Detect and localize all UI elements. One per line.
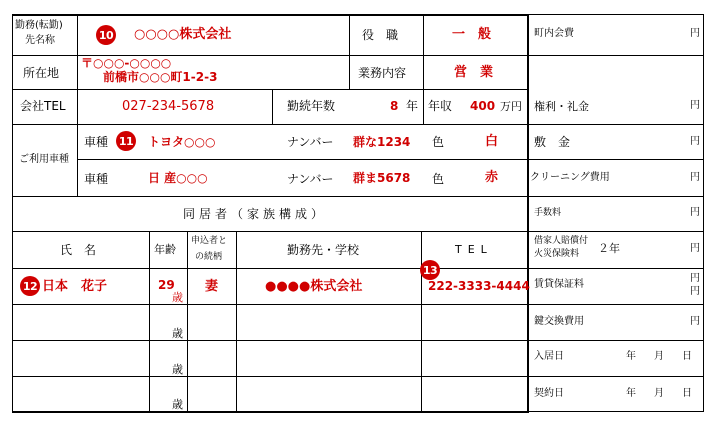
age-unit: 歳 — [172, 291, 183, 304]
car1-color-label: 色 — [432, 135, 445, 149]
car1-number-label: ナンバー — [287, 135, 334, 149]
fee-row-line — [529, 159, 704, 160]
fee-row-line — [529, 231, 704, 232]
guarantee-yen-1: 円 — [690, 273, 700, 284]
col-line — [77, 124, 78, 196]
years-unit: 年 — [406, 99, 419, 113]
age-unit: 歳 — [172, 363, 183, 376]
row-line — [12, 340, 528, 341]
col-line — [236, 231, 237, 412]
key-exchange-label: 鍵交換費用 — [534, 316, 584, 327]
business-label: 業務内容 — [358, 66, 407, 80]
position-label: 役 職 — [362, 28, 399, 42]
col-line — [272, 89, 273, 124]
contract-year: 年 — [626, 388, 636, 399]
row-line — [12, 124, 528, 125]
contract-month: 月 — [654, 388, 664, 399]
town-fee-yen: 円 — [690, 28, 700, 39]
key-exchange-yen: 円 — [690, 316, 700, 327]
col-line — [149, 231, 150, 412]
family-relation: 妻 — [205, 279, 219, 294]
guarantee-yen-2: 円 — [690, 286, 700, 297]
commission-label: 手数料 — [534, 208, 562, 218]
address-label: 所在地 — [23, 66, 60, 80]
fee-row-line — [529, 196, 704, 197]
fee-row-line — [529, 124, 704, 125]
row-line — [12, 376, 528, 377]
row-line — [12, 304, 528, 305]
fee-row-line — [529, 268, 704, 269]
family-age: 29 — [158, 278, 175, 292]
move-in-day: 日 — [682, 351, 692, 362]
form-border-right — [527, 14, 529, 413]
workplace-label-line2: 先名称 — [25, 35, 55, 46]
town-fee-label: 町内会費 — [534, 28, 574, 39]
row-line — [12, 231, 528, 232]
company-tel-label: 会社TEL — [20, 99, 66, 113]
col-line — [77, 14, 78, 89]
income-unit: 万円 — [500, 100, 522, 113]
car2-color-value: 赤 — [485, 170, 499, 185]
tel-column-header: TEL — [455, 243, 493, 256]
marker-13-icon: 13 — [420, 260, 440, 280]
key-money-label: 権利・礼金 — [534, 100, 589, 113]
contract-day: 日 — [682, 388, 692, 399]
age-unit: 歳 — [172, 398, 183, 411]
fee-row-line — [529, 55, 704, 56]
income-value: 400 — [470, 99, 496, 113]
form-border-bottom — [12, 411, 529, 413]
marker-10-icon: 10 — [96, 25, 116, 45]
car1-model-value: トヨタ○○○ — [148, 135, 216, 149]
insurance-label-line2: 火災保険料 — [534, 249, 580, 259]
row-line — [12, 89, 528, 90]
postal-code: 〒○○○-○○○○ — [81, 56, 172, 70]
years-label: 勤続年数 — [287, 99, 336, 113]
company-name: ○○○○株式会社 — [134, 27, 232, 42]
age-unit: 歳 — [172, 327, 183, 340]
company-tel-value: 027-234-5678 — [122, 99, 215, 114]
col-line — [77, 89, 78, 124]
contract-label: 契約日 — [534, 388, 564, 399]
move-in-year: 年 — [626, 351, 636, 362]
car2-model-label: 車種 — [84, 172, 109, 186]
workplace-label-line1: 勤務(転勤) — [15, 20, 63, 31]
family-name: 日本 花子 — [42, 279, 108, 294]
position-value: 一 般 — [452, 27, 492, 42]
cleaning-yen: 円 — [690, 172, 700, 183]
marker-11-icon: 11 — [116, 131, 136, 151]
fee-row-line — [529, 340, 704, 341]
car2-number-label: ナンバー — [287, 172, 334, 186]
row-line — [12, 196, 528, 197]
cohabitants-heading: 同居者（家族構成） — [183, 207, 328, 221]
business-value: 営 業 — [454, 65, 494, 80]
insurance-years: ２年 — [598, 242, 620, 255]
move-in-label: 入居日 — [534, 351, 564, 362]
relation-header-line2: の続柄 — [195, 252, 223, 262]
fees-border-right — [703, 14, 704, 412]
col-line — [349, 14, 350, 89]
fee-row-line — [529, 304, 704, 305]
commission-yen: 円 — [690, 207, 700, 218]
guarantee-label: 賃貸保証料 — [534, 279, 584, 290]
col-line — [423, 89, 424, 124]
years-value: 8 — [390, 99, 399, 113]
deposit-yen: 円 — [690, 136, 700, 147]
car1-number-value: 群な1234 — [353, 135, 411, 149]
deposit-label: 敷 金 — [534, 135, 571, 149]
col-line — [423, 14, 424, 89]
vehicle-label: ご利用車種 — [19, 154, 69, 165]
income-label: 年収 — [428, 99, 453, 113]
car2-number-value: 群ま5678 — [353, 171, 411, 185]
age-column-header: 年齢 — [154, 243, 176, 256]
name-column-header: 氏 名 — [60, 243, 97, 257]
fees-border-top — [529, 14, 704, 15]
insurance-yen: 円 — [690, 243, 700, 254]
row-line — [77, 159, 528, 160]
move-in-month: 月 — [654, 351, 664, 362]
form-border-left — [12, 14, 13, 413]
car1-model-label: 車種 — [84, 135, 109, 149]
marker-12-icon: 12 — [20, 276, 40, 296]
key-money-yen: 円 — [690, 100, 700, 111]
car2-color-label: 色 — [432, 172, 445, 186]
family-work: ●●●●株式会社 — [265, 279, 363, 294]
fees-border-bottom — [529, 411, 704, 412]
family-tel: 222-3333-4444 — [428, 279, 530, 293]
work-school-column-header: 勤務先・学校 — [287, 243, 360, 257]
car2-model-value: 日 産○○○ — [148, 171, 208, 185]
form-border-top — [12, 14, 529, 16]
relation-header-line1: 申込者と — [191, 236, 228, 246]
row-line — [12, 268, 528, 269]
cleaning-label: クリーニング費用 — [530, 172, 610, 183]
col-line — [421, 231, 422, 412]
address-value: 前橋市○○○町1-2-3 — [103, 70, 218, 84]
fee-row-line — [529, 376, 704, 377]
col-line — [187, 231, 188, 412]
insurance-label-line1: 借家人賠償付 — [534, 236, 589, 246]
car1-color-value: 白 — [485, 134, 499, 149]
